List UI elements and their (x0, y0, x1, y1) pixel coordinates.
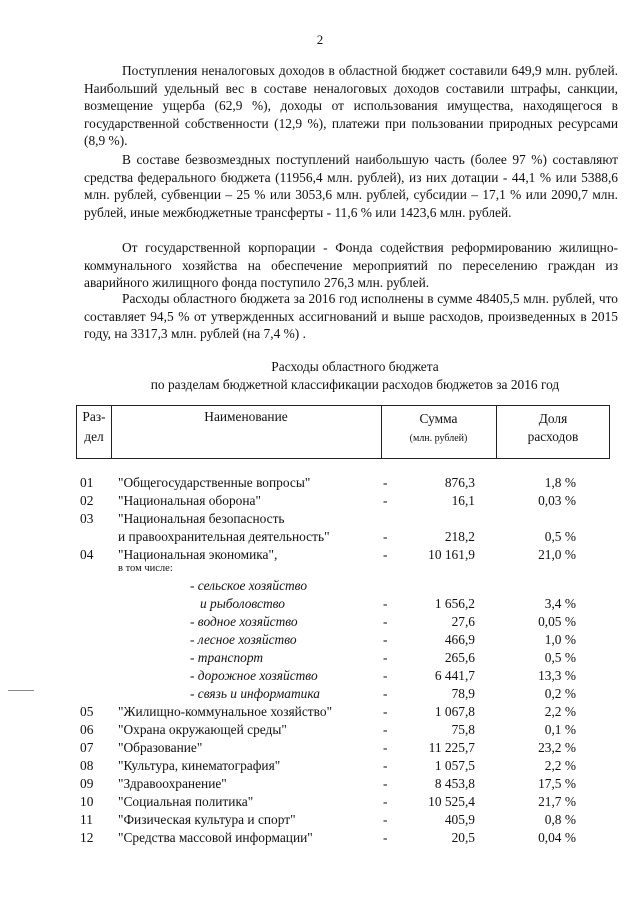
row-code: 02 (80, 493, 94, 508)
header-amount: Сумма (419, 411, 458, 426)
header-share: Доля (538, 411, 568, 426)
row-amount: 75,8 (451, 722, 475, 737)
row-amount: 1 656,2 (434, 596, 475, 611)
table-row (0, 528, 640, 546)
table-subrow (0, 595, 640, 613)
row-code: 06 (80, 722, 94, 737)
row-dash: - (383, 668, 388, 683)
row-amount: 10 161,9 (428, 547, 475, 562)
table-subrow (0, 631, 640, 649)
row-name-continued: и правоохранительная деятельность" (118, 529, 330, 544)
subrow-name: - связь и информатика (190, 686, 320, 701)
row-share: 0,5 % (544, 650, 576, 665)
paragraph-expenditures: Расходы областного бюджета за 2016 год исполнены в сумме 48405,5 млн. рублей, что составляет 94,5 % от утвержденных ассигнований и выше расходов, произведенных в 2015 году, на 3317,3 млн. рублей (на 7,4 %) . (84, 291, 618, 342)
row-share: 2,2 % (544, 758, 576, 773)
row-name: "Средства массовой информации" (118, 830, 313, 845)
row-share: 0,03 % (538, 493, 576, 508)
row-share: 23,2 % (538, 740, 576, 755)
row-amount: 466,9 (444, 632, 475, 647)
row-share: 13,3 % (538, 668, 576, 683)
header-code-2: дел (84, 429, 104, 444)
paragraph-grants: В составе безвозмездных поступлений наибольшую часть (более 97 %) составляют средства федерального бюджета (11956,4 млн. рублей), из них дотации - 44,1 % или 5388,6 млн. рублей, субвенции – 25 % или 3053,6 млн. рублей, субсидии – 17,1 % или 2090,7 млн. рублей, иные межбюджетные трансферты - 11,6 % или 1423,6 млн. рублей. (84, 152, 618, 220)
table-subrow (0, 577, 640, 595)
paragraph-nontax-revenue: Поступления неналоговых доходов в областной бюджет составили 649,9 млн. рублей. Наибольший удельный вес в составе неналоговых доходов составили штрафы, санкции, возмещение ущерба (62,9 %), доходы от использования имущества, находящегося в государственной собственности (12,9 %), платежи при пользовании природных ресурсами (8,9 %). (84, 63, 618, 149)
row-amount: 218,2 (444, 529, 475, 544)
row-amount: 876,3 (444, 475, 475, 490)
row-dash: - (383, 650, 388, 665)
row-share: 21,0 % (538, 547, 576, 562)
row-share: 0,2 % (544, 686, 576, 701)
row-dash: - (383, 614, 388, 629)
row-share: 1,0 % (544, 632, 576, 647)
row-dash: - (383, 758, 388, 773)
header-code: Раз- (82, 409, 106, 424)
table-row (0, 811, 640, 829)
row-code: 03 (80, 511, 94, 526)
row-name: "Жилищно-коммунальное хозяйство" (118, 704, 333, 719)
table-row (0, 703, 640, 721)
table-row (0, 510, 640, 528)
row-amount: 1 067,8 (434, 704, 475, 719)
row-code: 09 (80, 776, 94, 791)
row-code: 08 (80, 758, 94, 773)
row-dash: - (383, 830, 388, 845)
paragraph-housing-fund: От государственной корпорации - Фонда содействия реформированию жилищно-коммунального хозяйства на обеспечение мероприятий по переселению граждан из аварийного жилищного фонда поступило 276,3 млн. рублей. (84, 240, 618, 291)
table-title: Расходы областного бюджета (271, 359, 439, 374)
table-subrow (0, 667, 640, 685)
row-amount: 16,1 (451, 493, 475, 508)
header-amount-unit: (млн. рублей) (409, 433, 468, 444)
row-name: "Культура, кинематография" (118, 758, 281, 773)
row-share: 0,1 % (544, 722, 576, 737)
page-number: 2 (316, 32, 324, 47)
row-name: "Здравоохранение" (118, 776, 227, 791)
row-amount: 6 441,7 (434, 668, 475, 683)
table-row (0, 829, 640, 847)
subrow-name: - сельское хозяйство (190, 578, 308, 593)
row-amount: 10 525,4 (428, 794, 475, 809)
table-subrow (0, 613, 640, 631)
table-subrow (0, 649, 640, 667)
subrow-name: - транспорт (190, 650, 264, 665)
row-amount: 8 453,8 (434, 776, 475, 791)
header-share-2: расходов (527, 429, 579, 444)
row-name: "Общегосударственные вопросы" (118, 475, 311, 490)
row-share: 0,05 % (538, 614, 576, 629)
row-dash: - (383, 812, 388, 827)
row-name: "Физическая культура и спорт" (118, 812, 296, 827)
row-amount: 405,9 (444, 812, 475, 827)
row-dash: - (383, 776, 388, 791)
subrow-name: - лесное хозяйство (190, 632, 297, 647)
row-share: 0,8 % (544, 812, 576, 827)
row-code: 11 (80, 812, 93, 827)
row-share: 17,5 % (538, 776, 576, 791)
scan-margin-mark (8, 690, 34, 691)
table-subtitle: по разделам бюджетной классификации расходов бюджетов за 2016 год (150, 377, 560, 392)
row-dash: - (383, 596, 388, 611)
row-dash: - (383, 547, 388, 562)
row-amount: 11 225,7 (428, 740, 475, 755)
row-share: 21,7 % (538, 794, 576, 809)
table-row (0, 546, 640, 564)
table-row (0, 474, 640, 492)
row-amount: 27,6 (451, 614, 475, 629)
row-name: "Образование" (118, 740, 203, 755)
subrow-name: - дорожное хозяйство (190, 668, 318, 683)
row-dash: - (383, 475, 388, 490)
table-row (0, 757, 640, 775)
row-dash: - (383, 686, 388, 701)
table-row (0, 492, 640, 510)
row-name: "Социальная политика" (118, 794, 254, 809)
row-code: 04 (80, 547, 94, 562)
header-name: Наименование (204, 409, 288, 424)
table-header (76, 405, 610, 459)
row-share: 3,4 % (544, 596, 576, 611)
row-code: 05 (80, 704, 94, 719)
row-dash: - (383, 794, 388, 809)
subrow-name: - водное хозяйство (190, 614, 298, 629)
row-name: "Охрана окружающей среды" (118, 722, 287, 737)
row-share: 2,2 % (544, 704, 576, 719)
row-amount: 78,9 (451, 686, 475, 701)
row-dash: - (383, 704, 388, 719)
table-row (0, 793, 640, 811)
row-name: "Национальная безопасность (118, 511, 285, 526)
row-amount: 265,6 (444, 650, 475, 665)
row-name: "Национальная оборона" (118, 493, 261, 508)
row-share: 0,04 % (538, 830, 576, 845)
row-amount: 20,5 (451, 830, 475, 845)
row-amount: 1 057,5 (434, 758, 475, 773)
row-dash: - (383, 632, 388, 647)
row-code: 01 (80, 475, 94, 490)
row-share: 1,8 % (544, 475, 576, 490)
including-note: в том числе: (118, 563, 173, 574)
row-code: 10 (80, 794, 94, 809)
subrow-name-continued: и рыболовство (200, 596, 286, 611)
table-row (0, 775, 640, 793)
table-subrow (0, 685, 640, 703)
table-row (0, 721, 640, 739)
row-dash: - (383, 740, 388, 755)
row-code: 07 (80, 740, 94, 755)
row-dash: - (383, 529, 388, 544)
row-share: 0,5 % (544, 529, 576, 544)
table-row (0, 739, 640, 757)
row-dash: - (383, 722, 388, 737)
row-name: "Национальная экономика", (118, 547, 278, 562)
row-code: 12 (80, 830, 94, 845)
row-dash: - (383, 493, 388, 508)
